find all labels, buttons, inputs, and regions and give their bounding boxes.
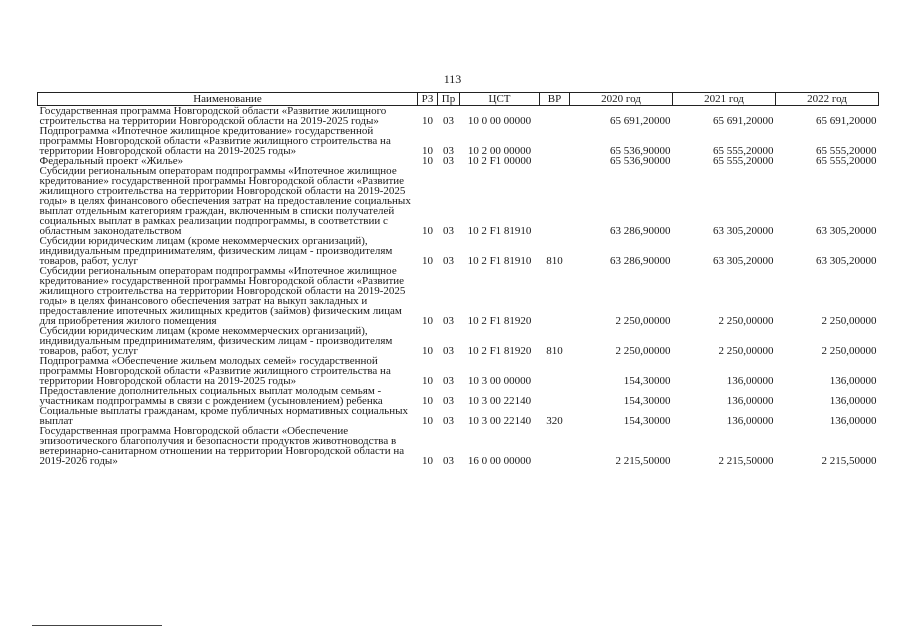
row-2020: 2 215,50000: [615, 455, 671, 467]
table-row: [38, 126, 879, 156]
row-pr: 03: [443, 415, 454, 427]
row-2021: 2 250,00000: [718, 315, 774, 327]
row-vr: 320: [546, 415, 563, 427]
row-pr: 03: [443, 255, 454, 267]
budget-table: [37, 92, 879, 466]
row-2022: 136,00000: [829, 395, 877, 407]
table-row: [38, 326, 879, 356]
table-row: [38, 236, 879, 266]
row-pr: 03: [443, 315, 454, 327]
row-cst: 10 2 F1 81920: [467, 315, 532, 327]
row-name: Федеральный проект «Жилье»: [39, 155, 184, 167]
row-rz: 10: [422, 255, 433, 267]
row-rz: 10: [422, 415, 433, 427]
row-vr: [540, 156, 570, 166]
row-cst: 10 3 00 22140: [467, 395, 532, 407]
row-2021: 65 555,20000: [713, 155, 774, 167]
row-vr: 810: [546, 255, 563, 267]
header-rz: РЗ: [418, 93, 438, 106]
row-rz: 10: [422, 145, 433, 157]
row-name: Подпрограмма «Обеспечение жильем молодых семей» государственной программы Новгородской области «Развитие жилищного строительства на территории Новгородской области на 2019-2025 годы»: [39, 355, 391, 387]
row-name: Субсидии юридическим лицам (кроме некоммерческих организаций), индивидуальным предпринимателям, физическим лицам - производителям товаров, работ, услуг: [39, 235, 393, 267]
row-2022: 2 250,00000: [821, 345, 877, 357]
row-2021: 65 691,20000: [713, 115, 774, 127]
row-vr: 810: [546, 345, 563, 357]
row-rz: 10: [422, 375, 433, 387]
table-row: [38, 166, 879, 236]
table-row: [38, 426, 879, 466]
row-pr: 03: [443, 115, 454, 127]
row-rz: 10: [422, 155, 433, 167]
row-cst: 10 3 00 22140: [467, 415, 532, 427]
row-rz: 10: [422, 455, 433, 467]
row-cst: 10 2 F1 81910: [467, 225, 532, 237]
row-vr: [540, 126, 570, 156]
table-row: [38, 406, 879, 426]
row-2021: 136,00000: [726, 375, 774, 387]
row-cst: 10 0 00 00000: [467, 115, 532, 127]
row-name: Предоставление дополнительных социальных выплат молодым семьям - участникам подпрограммы в связи с рождением (усыновлением) ребенка: [39, 385, 383, 407]
table-header-row: [38, 93, 879, 106]
row-2021: 136,00000: [726, 415, 774, 427]
row-pr: 03: [443, 225, 454, 237]
row-2020: 65 536,90000: [610, 145, 671, 157]
row-rz: 10: [422, 115, 433, 127]
row-name: Государственная программа Новгородской области «Развитие жилищного строительства на территории Новгородской области на 2019-2025 годы»: [39, 105, 387, 127]
row-2020: 2 250,00000: [615, 345, 671, 357]
table-row: [38, 266, 879, 326]
row-rz: 10: [422, 225, 433, 237]
row-rz: 10: [422, 345, 433, 357]
header-cst: ЦСТ: [460, 93, 540, 106]
row-pr: 03: [443, 145, 454, 157]
row-cst: 10 2 F1 81910: [467, 255, 532, 267]
row-2020: 2 250,00000: [615, 315, 671, 327]
row-name: Субсидии региональным операторам подпрограммы «Ипотечное жилищное кредитование» государственной программы Новгородской области «Развитие жилищного строительства на территории Новгородской области на 2019-2025 годы» в целях финансового обеспечения затрат на предоставление социальных выплат отдельным категориям граждан, включенным в списки получателей социальных выплат в рамках реализации подпрограммы, в соответствии с областным законодательством: [39, 165, 411, 237]
row-pr: 03: [443, 395, 454, 407]
row-2021: 2 250,00000: [718, 345, 774, 357]
row-2020: 65 536,90000: [610, 155, 671, 167]
row-2021: 65 555,20000: [713, 145, 774, 157]
row-2022: 63 305,20000: [816, 225, 877, 237]
row-vr: [540, 266, 570, 326]
row-2022: 2 215,50000: [821, 455, 877, 467]
row-cst: 10 2 F1 81920: [467, 345, 532, 357]
row-pr: 03: [443, 155, 454, 167]
header-2022: 2022 год: [776, 93, 879, 106]
row-cst: 10 2 00 00000: [467, 145, 532, 157]
row-name: Подпрограмма «Ипотечное жилищное кредитование» государственной программы Новгородской области «Развитие жилищного строительства на территории Новгородской области на 2019-2025 годы»: [39, 125, 391, 157]
footer-divider: [32, 625, 162, 626]
row-2022: 2 250,00000: [821, 315, 877, 327]
row-2022: 65 691,20000: [816, 115, 877, 127]
header-vr: ВР: [540, 93, 570, 106]
row-pr: 03: [443, 455, 454, 467]
table-body: [38, 106, 879, 467]
row-2020: 154,30000: [623, 375, 671, 387]
row-pr: 03: [443, 375, 454, 387]
row-2022: 63 305,20000: [816, 255, 877, 267]
header-2020: 2020 год: [570, 93, 673, 106]
row-cst: 10 2 F1 00000: [467, 155, 532, 167]
row-2020: 154,30000: [623, 395, 671, 407]
row-2020: 63 286,90000: [610, 255, 671, 267]
row-2020: 154,30000: [623, 415, 671, 427]
row-name: Социальные выплаты гражданам, кроме публичных нормативных социальных выплат: [39, 405, 408, 427]
row-vr: [540, 386, 570, 406]
table-row: [38, 386, 879, 406]
page-number: 113: [443, 72, 462, 86]
row-name: Субсидии региональным операторам подпрограммы «Ипотечное жилищное кредитование» государственной программы Новгородской области «Развитие жилищного строительства на территории Новгородской области на 2019-2025 годы» в целях финансового обеспечения затрат на выкуп закладных и предоставление ипотечных жилищных кредитов (займов) физическим лицам для приобретения жилого помещения: [39, 265, 406, 327]
header-pr: Пр: [438, 93, 460, 106]
row-2021: 136,00000: [726, 395, 774, 407]
row-2022: 136,00000: [829, 415, 877, 427]
row-vr: [540, 356, 570, 386]
header-2021: 2021 год: [673, 93, 776, 106]
row-cst: 16 0 00 00000: [467, 455, 532, 467]
row-2022: 65 555,20000: [816, 155, 877, 167]
row-rz: 10: [422, 395, 433, 407]
row-name: Государственная программа Новгородской области «Обеспечение эпизоотического благополучия и безопасности продуктов животноводства в ветеринарно-санитарном отношении на территории Новгородской области на 2019-2026 годы»: [39, 425, 405, 467]
row-2021: 63 305,20000: [713, 225, 774, 237]
row-2021: 63 305,20000: [713, 255, 774, 267]
row-2021: 2 215,50000: [718, 455, 774, 467]
row-2020: 65 691,20000: [610, 115, 671, 127]
table-row: [38, 106, 879, 127]
row-pr: 03: [443, 345, 454, 357]
row-name: Субсидии юридическим лицам (кроме некоммерческих организаций), индивидуальным предпринимателям, физическим лицам - производителям товаров, работ, услуг: [39, 325, 393, 357]
table-row: [38, 356, 879, 386]
row-2022: 65 555,20000: [816, 145, 877, 157]
row-vr: [540, 106, 570, 127]
row-2020: 63 286,90000: [610, 225, 671, 237]
row-cst: 10 3 00 00000: [467, 375, 532, 387]
row-rz: 10: [422, 315, 433, 327]
row-vr: [540, 166, 570, 236]
row-2022: 136,00000: [829, 375, 877, 387]
row-vr: [540, 426, 570, 466]
header-name: Наименование: [38, 93, 418, 106]
